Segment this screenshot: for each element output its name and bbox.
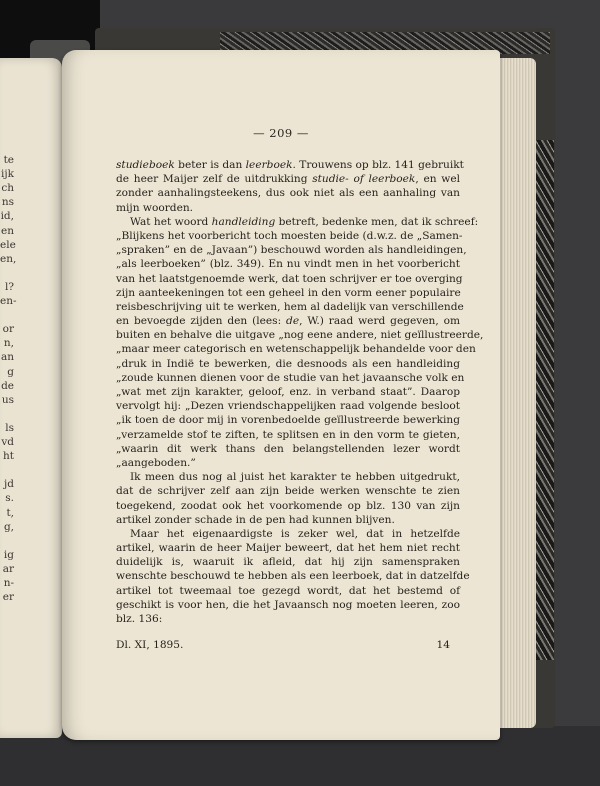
right-page [62,50,500,740]
volume-label: Dl. XI, 1895. [116,639,184,651]
text-line [116,328,484,342]
left-page-fragment: t, [6,506,14,519]
text-run: reisbeschrijving uit te werken, hem al dadelijk van verschillende [116,300,464,313]
text-line [116,484,460,498]
signature-number: 14 [436,639,450,651]
left-page-fragment: ns [1,196,14,209]
italic-text: handleiding [211,215,276,228]
page-number: — 209 — [253,126,309,140]
text-run: zijn aanteekeningen tot een geheel in den vorm eener populaire [116,286,461,299]
text-run: „verzamelde stof te ziften, te splitsen en in den vorm te gieten, [116,428,460,441]
left-page-fragment: id, [0,210,14,223]
left-page-fragment: te [3,154,14,166]
left-page-fragment: g [7,365,14,378]
left-page-fragment: ht [3,450,14,463]
italic-text: de [286,315,300,328]
left-page-fragment: ig [3,548,14,561]
left-page-fragment: en, [0,252,17,265]
text-run: geschikt is voor hen, die het Javaansch nog moeten leeren, zoo [116,598,460,611]
text-line [116,201,460,215]
text-run: , en wel [415,173,461,186]
text-run: . Trouwens op blz. 141 gebruikt [292,159,464,171]
left-page-fragment: l? [5,280,14,293]
text-run: mijn woorden. [116,201,194,214]
text-line [116,371,465,385]
text-run: „druk in Indië te bewerken, die desnoods als een handleiding [116,357,460,370]
text-line [116,470,460,484]
text-run: artikel tot tweemaal toe gezegd wordt, dat het bestemd of [116,584,460,597]
text-run: blz. 136: [116,613,163,625]
text-line [116,584,460,598]
page-edges [494,58,536,728]
text-line [116,243,467,257]
text-run: „Blijkens het voorbericht toch moesten beide (d.w.z. de „Samen- [116,229,463,242]
text-run: „aangeboden.” [116,456,196,469]
left-page-fragment: n, [3,337,14,350]
text-line [116,413,460,427]
text-line [116,272,463,286]
text-run: , W.) raad werd gegeven, om [299,315,461,328]
left-page-fragment: en [1,224,14,237]
text-run: dat de schrijver zelf aan zijn beide werken wenschte te zien [116,485,460,498]
text-run: en bevoegde zijden den (lees: [116,315,287,328]
italic-text: studieboek [116,159,175,171]
left-page-fragment: vd [1,436,14,448]
left-page-fragment: ar [2,562,14,575]
italic-text: leerboek [245,159,293,171]
text-run: betreft, bedenke men, dat ik schreef: [275,215,479,228]
text-run: buiten en behalve die uitgave „nog eene andere, niet geïllustreerde, [116,329,484,342]
text-run: „waarin dit werk thans den belangstellenden lezer wordt [116,442,460,455]
left-page-fragment: de [1,379,14,392]
body-text [116,158,484,626]
left-page-fragment: jd [4,478,14,491]
text-run: Maar het eigenaardigste is zeker wel, dat in hetzelfde [130,527,460,540]
text-line [116,428,460,442]
text-line [116,215,479,229]
text-line [116,527,460,541]
italic-text: studie- of leerboek [312,173,416,186]
text-run: „spraken” en de „Javaan”) beschouwd worden als handleidingen, [116,244,467,257]
text-run: van het laatstgenoemde werk, dat toen schrijver er toe overging [116,272,463,285]
text-run: „wat met zijn karakter, geloof, enz. in verband staat”. Daarop [116,386,460,398]
text-line [116,172,460,186]
text-line [116,158,464,172]
text-run: duidelijk is, waaruit ik afleid, dat hij zijn samenspraken [116,556,460,569]
left-page [0,58,62,738]
text-line [116,499,460,513]
text-line [116,399,460,413]
text-run: zonder aanhalingsteekens, dus ook niet als een aanhaling van [116,187,460,200]
left-page-fragment: ls [5,421,14,434]
text-run: „ik toen de door mij in vorenbedoelde geïllustreerde bewerking [116,414,460,427]
text-line [116,555,460,569]
text-line [116,342,476,356]
text-line [116,257,460,271]
left-page-fragment: g, [3,520,14,533]
text-line [116,541,460,555]
left-page-fragment: ch [1,182,14,195]
text-line [116,442,460,456]
left-page-fragment: en- [0,295,17,307]
text-run: de heer Maijer zelf de uitdrukking [116,173,313,186]
text-line [116,569,470,583]
text-run: vervolgt hij: „Dezen vriendschappelijken raad volgende besloot [116,400,460,413]
text-line [116,513,460,527]
text-run: „zoude kunnen dienen voor de studie van het javaansche volk en [116,371,465,384]
text-run: artikel zonder schade in de pen had kunnen blijven. [116,513,395,526]
text-line [116,612,460,626]
left-page-fragment: ijk [1,168,14,181]
text-run: „maar meer categorisch en wetenschappelijk behandelde voor den [116,343,476,356]
text-run: toegekend, zoodat ook het voorkomende op blz. 130 van zijn [116,499,460,512]
left-page-fragment: an [0,351,14,364]
text-line [116,385,460,399]
text-line [116,229,463,243]
marbled-cover-right [536,140,554,660]
left-page-fragment: us [1,393,14,406]
text-line [116,300,464,314]
text-run: artikel, waarin de heer Maijer beweert, dat het hem niet recht [116,542,460,555]
text-run: beter is dan [174,159,246,171]
text-run: Ik meen dus nog al juist het karakter te hebben uitgedrukt, [130,471,460,484]
left-page-fragment: s. [5,492,14,505]
left-page-fragment: or [2,323,14,336]
text-run: wenschte beschouwd te hebben als een leerboek, dat in datzelfde [116,570,470,583]
left-page-fragment: ele [0,238,16,251]
text-line [116,314,460,328]
left-page-fragment: n- [3,577,14,589]
text-run: Wat het woord [130,215,212,228]
text-line [116,186,460,200]
left-page-fragment: er [2,591,14,604]
text-line [116,286,460,300]
text-line [116,456,460,470]
text-line [116,357,460,371]
text-run: „als leerboeken” (blz. 349). En nu vindt men in het voorbericht [116,258,460,271]
text-line [116,598,460,612]
